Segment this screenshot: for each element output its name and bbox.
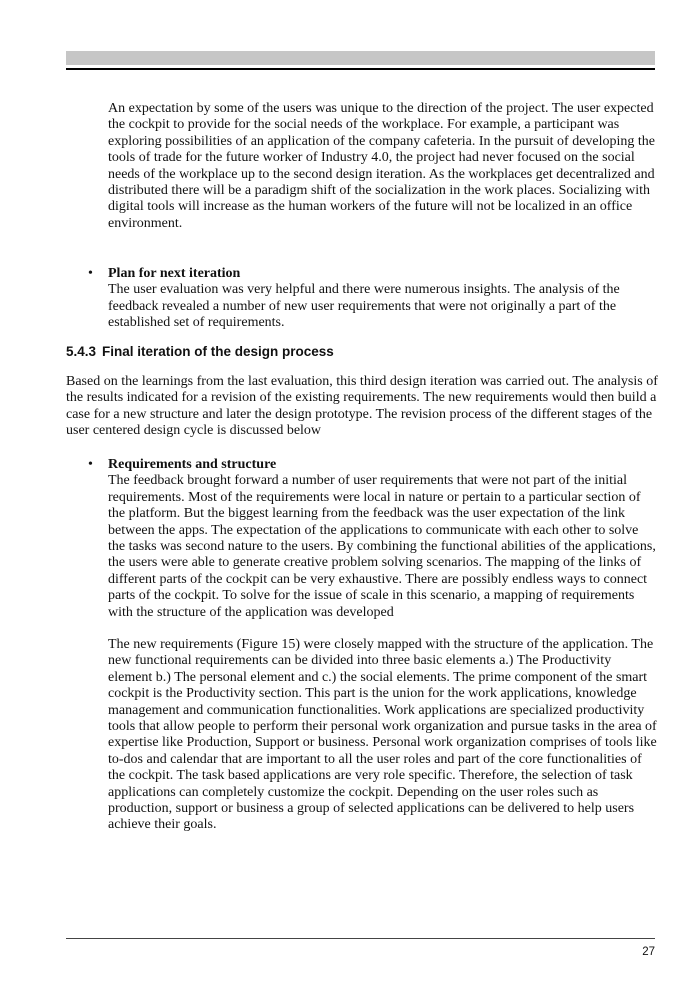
bullet-marker: • xyxy=(88,457,93,472)
bullet-text: The feedback brought forward a number of user requirements that were not part of the initial requirements. Most of the requirements were local in nature or pertain to a particular section of the platform. But the biggest learning from the feedback was the user expectation of the link between the apps. The expectation of the applications to communicate with each other to solve the tasks was second nature to the users. By combining the functional abilities of the applications, the users were able to generate creative problem solving scenarios. The mapping of the links of different parts of the cockpit can be very exhaustive. There are possibly endless ways to connect parts of the cockpit. To solve for the issue of scale in this scenario, a mapping of requirements with the structure of the application was developed xyxy=(108,473,656,620)
bullet-title: Plan for next iteration xyxy=(108,266,241,281)
section-title: Final iteration of the design process xyxy=(102,344,334,359)
page-number: 27 xyxy=(642,946,655,958)
paragraph-final-iteration-intro: Based on the learnings from the last evaluation, this third design iteration was carried out. The analysis of the results indicated for a revision of the existing requirements. The new requirements would then build a case for a new structure and later the design prototype. The revision process of the different stages of the user centered design cycle is discussed below xyxy=(66,374,658,439)
bullet-requirements-and-structure xyxy=(108,457,658,621)
paragraph-social-needs: An expectation by some of the users was unique to the direction of the project. The user expected the cockpit to provide for the social needs of the workplace. For example, a participant was exploring possibilities of an application of the company cafeteria. In the pursuit of developing the tools of trade for the future worker of Industry 4.0, the project had never focused on the social needs of the workplace up to the second design iteration. As the workplaces get decentralized and distributed there will be a paradigm shift of the socialization in the work places. Socializing with digital tools will increase as the human workers of the future will not be localized in an office environment. xyxy=(108,101,656,231)
footer-rule xyxy=(66,938,655,939)
section-heading xyxy=(66,343,334,361)
bullet-marker: • xyxy=(88,266,93,281)
header-rule xyxy=(66,68,655,70)
paragraph-requirements-mapping: The new requirements (Figure 15) were closely mapped with the structure of the application. The new functional requirements can be divided into three basic elements a.) The Productivity element b.) The personal element and c.) the social elements. The prime component of the smart cockpit is the Productivity section. This part is the union for the work applications, knowledge management and communication functionalities. Work applications are specialized productivity tools that allow people to perform their personal work organization and pursue tasks in the area of expertise like Production, Support or business. Personal work organization comprises of tools like to-dos and calendar that are important to all the user roles and part of the core functionalities of the cockpit. The task based applications are very role specific. Therefore, the selection of task applications can completely customize the cockpit. Depending on the user roles such as production, support or business a group of selected applications can be delivered to help users achieve their goals. xyxy=(108,637,657,833)
bullet-title: Requirements and structure xyxy=(108,457,277,472)
section-number: 5.4.3 xyxy=(66,344,97,359)
bullet-plan-next-iteration xyxy=(108,266,658,332)
header-bar xyxy=(66,51,655,65)
bullet-text: The user evaluation was very helpful and there were numerous insights. The analysis of the feedback revealed a number of new user requirements that were not originally a part of the established set of requirements. xyxy=(108,282,620,331)
